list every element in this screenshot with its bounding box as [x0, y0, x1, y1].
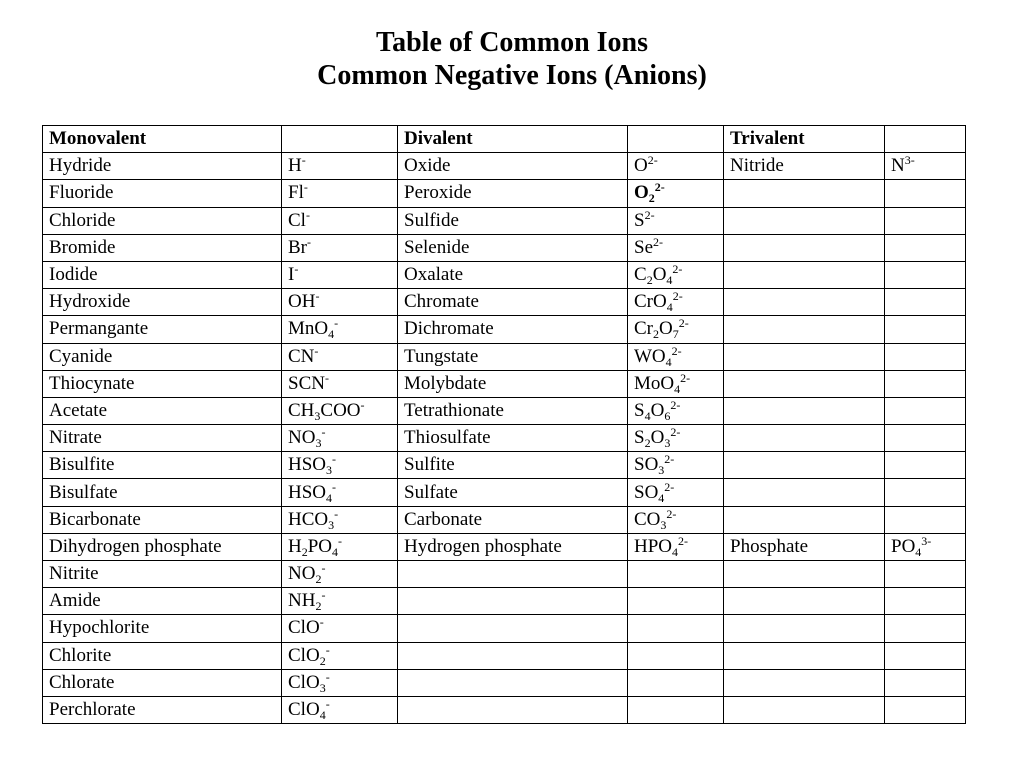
cell-monovalent-name: Acetate: [43, 397, 282, 424]
cell-divalent-name: Hydrogen phosphate: [398, 533, 628, 560]
cell-monovalent-formula: OH-: [282, 289, 398, 316]
cell-trivalent-formula: [885, 615, 966, 642]
cell-divalent-name: [398, 561, 628, 588]
cell-divalent-formula: [628, 615, 724, 642]
cell-monovalent-formula: $CH_3COO^-$: [282, 397, 398, 424]
cell-divalent-name: [398, 642, 628, 669]
table-row: [43, 153, 966, 180]
cell-monovalent-name: Thiocynate: [43, 370, 282, 397]
cell-monovalent-formula: Fl-: [282, 180, 398, 207]
cell-divalent-formula: [628, 561, 724, 588]
cell-divalent-formula: $Cr_2O_7^{2-}$: [628, 316, 724, 343]
cell-divalent-name: [398, 588, 628, 615]
cell-monovalent-formula: $HSO_4^-$: [282, 479, 398, 506]
cell-trivalent-name: [724, 506, 885, 533]
cell-trivalent-formula: [885, 207, 966, 234]
cell-divalent-name: Dichromate: [398, 316, 628, 343]
header-monovalent-formula: [282, 126, 398, 153]
table-row: [43, 316, 966, 343]
cell-divalent-name: Peroxide: [398, 180, 628, 207]
cell-trivalent-name: Phosphate: [724, 533, 885, 560]
cell-monovalent-formula: $NO_3^-$: [282, 425, 398, 452]
table-row: [43, 479, 966, 506]
cell-divalent-formula: $SO_4^{2-}$: [628, 479, 724, 506]
cell-monovalent-name: Chlorite: [43, 642, 282, 669]
cell-monovalent-name: Cyanide: [43, 343, 282, 370]
cell-divalent-formula: $O_2^{2-}$: [628, 180, 724, 207]
cell-trivalent-name: [724, 207, 885, 234]
table-row: [43, 397, 966, 424]
cell-trivalent-name: [724, 289, 885, 316]
cell-trivalent-formula: [885, 642, 966, 669]
table-row: [43, 180, 966, 207]
cell-trivalent-name: [724, 261, 885, 288]
cell-divalent-formula: [628, 669, 724, 696]
table-row: [43, 261, 966, 288]
cell-divalent-formula: $S_2O_3^{2-}$: [628, 425, 724, 452]
page-title: Table of Common Ions: [375, 27, 648, 58]
cell-monovalent-name: Bisulfite: [43, 452, 282, 479]
cell-trivalent-name: [724, 316, 885, 343]
cell-trivalent-name: [724, 397, 885, 424]
cell-monovalent-name: Bromide: [43, 234, 282, 261]
header-monovalent: Monovalent: [43, 126, 282, 153]
cell-monovalent-name: Chlorate: [43, 669, 282, 696]
cell-monovalent-formula: ClO$_4$-: [282, 696, 398, 723]
cell-monovalent-name: Perchlorate: [43, 696, 282, 723]
cell-trivalent-formula: [885, 479, 966, 506]
cell-monovalent-formula: $HCO_3^-$: [282, 506, 398, 533]
cell-monovalent-formula: $HSO_3^-$: [282, 452, 398, 479]
cell-trivalent-name: Nitride: [724, 153, 885, 180]
cell-trivalent-name: [724, 343, 885, 370]
cell-monovalent-formula: H-: [282, 153, 398, 180]
cell-divalent-name: Carbonate: [398, 506, 628, 533]
cell-monovalent-name: Fluoride: [43, 180, 282, 207]
cell-trivalent-formula: [885, 180, 966, 207]
cell-monovalent-formula: ClO$_2$-: [282, 642, 398, 669]
cell-trivalent-name: [724, 642, 885, 669]
cell-trivalent-formula: [885, 397, 966, 424]
cell-trivalent-formula: $N^{3-}$: [885, 153, 966, 180]
cell-divalent-formula: $CO_3^{2-}$: [628, 506, 724, 533]
cell-trivalent-formula: [885, 669, 966, 696]
cell-trivalent-name: [724, 425, 885, 452]
table-row: [43, 642, 966, 669]
cell-monovalent-formula: MnO$_4$-: [282, 316, 398, 343]
table-row: [43, 289, 966, 316]
cell-trivalent-formula: [885, 234, 966, 261]
cell-divalent-formula: $S_4O_6^{2-}$: [628, 397, 724, 424]
cell-monovalent-name: Hypochlorite: [43, 615, 282, 642]
cell-trivalent-formula: [885, 289, 966, 316]
table-row: [43, 425, 966, 452]
cell-divalent-formula: $WO_4^{2-}$: [628, 343, 724, 370]
cell-monovalent-name: Hydroxide: [43, 289, 282, 316]
table-header-row: [43, 126, 966, 153]
cell-monovalent-formula: CN-: [282, 343, 398, 370]
cell-trivalent-formula: [885, 696, 966, 723]
table-row: [43, 207, 966, 234]
cell-trivalent-name: [724, 234, 885, 261]
cell-trivalent-name: [724, 479, 885, 506]
header-trivalent-formula: [885, 126, 966, 153]
cell-divalent-name: Sulfide: [398, 207, 628, 234]
cell-divalent-name: Molybdate: [398, 370, 628, 397]
cell-monovalent-formula: Br-: [282, 234, 398, 261]
cell-divalent-formula: [628, 642, 724, 669]
cell-trivalent-name: [724, 370, 885, 397]
page-subtitle: Common Negative Ions (Anions): [317, 60, 707, 91]
cell-divalent-name: Tetrathionate: [398, 397, 628, 424]
cell-monovalent-formula: $H_2PO_4^-$: [282, 533, 398, 560]
cell-divalent-name: Oxalate: [398, 261, 628, 288]
cell-trivalent-name: [724, 696, 885, 723]
cell-divalent-name: Oxide: [398, 153, 628, 180]
cell-trivalent-name: [724, 452, 885, 479]
cell-divalent-formula: $SO_3^{2-}$: [628, 452, 724, 479]
table-row: [43, 234, 966, 261]
cell-monovalent-name: Amide: [43, 588, 282, 615]
header-divalent-formula: [628, 126, 724, 153]
table-row: [43, 533, 966, 560]
cell-trivalent-name: [724, 615, 885, 642]
cell-trivalent-formula: [885, 588, 966, 615]
cell-trivalent-formula: [885, 261, 966, 288]
cell-trivalent-formula: [885, 561, 966, 588]
cell-divalent-formula: CrO$_4^{2-}$: [628, 289, 724, 316]
cell-monovalent-formula: $NH_2^-$: [282, 588, 398, 615]
table-row: [43, 452, 966, 479]
cell-trivalent-formula: [885, 370, 966, 397]
ions-table: [42, 125, 966, 724]
cell-divalent-formula: $C_2O_4^{2-}$: [628, 261, 724, 288]
table-row: [43, 615, 966, 642]
cell-monovalent-name: Nitrate: [43, 425, 282, 452]
cell-trivalent-name: [724, 669, 885, 696]
cell-divalent-name: Sulfate: [398, 479, 628, 506]
cell-trivalent-formula: [885, 343, 966, 370]
cell-monovalent-formula: ClO-: [282, 615, 398, 642]
cell-divalent-name: [398, 669, 628, 696]
cell-monovalent-name: Bisulfate: [43, 479, 282, 506]
cell-trivalent-formula: [885, 316, 966, 343]
cell-trivalent-name: [724, 561, 885, 588]
cell-divalent-name: [398, 696, 628, 723]
table-row: [43, 506, 966, 533]
table-row: [43, 669, 966, 696]
cell-divalent-name: Chromate: [398, 289, 628, 316]
cell-monovalent-name: Iodide: [43, 261, 282, 288]
ions-table-body: [43, 126, 966, 724]
cell-monovalent-formula: ClO$_3$-: [282, 669, 398, 696]
cell-divalent-name: [398, 615, 628, 642]
cell-divalent-formula: $Se^{2-}$: [628, 234, 724, 261]
cell-monovalent-name: Bicarbonate: [43, 506, 282, 533]
table-row: [43, 370, 966, 397]
cell-divalent-formula: MoO$_4^{2-}$: [628, 370, 724, 397]
cell-divalent-formula: $HPO_4^{2-}$: [628, 533, 724, 560]
cell-divalent-formula: [628, 696, 724, 723]
table-row: [43, 343, 966, 370]
cell-divalent-formula: $O^{2-}$: [628, 153, 724, 180]
cell-divalent-name: Sulfite: [398, 452, 628, 479]
cell-divalent-formula: [628, 588, 724, 615]
cell-monovalent-name: Hydride: [43, 153, 282, 180]
cell-trivalent-formula: [885, 506, 966, 533]
cell-trivalent-formula: $PO_4^{3-}$: [885, 533, 966, 560]
cell-monovalent-name: Dihydrogen phosphate: [43, 533, 282, 560]
cell-divalent-name: Selenide: [398, 234, 628, 261]
cell-trivalent-formula: [885, 452, 966, 479]
cell-divalent-name: Thiosulfate: [398, 425, 628, 452]
table-row: [43, 696, 966, 723]
header-divalent: Divalent: [398, 126, 628, 153]
table-row: [43, 588, 966, 615]
cell-divalent-name: Tungstate: [398, 343, 628, 370]
cell-monovalent-name: Nitrite: [43, 561, 282, 588]
cell-trivalent-formula: [885, 425, 966, 452]
table-row: [43, 561, 966, 588]
cell-monovalent-formula: I-: [282, 261, 398, 288]
cell-trivalent-name: [724, 588, 885, 615]
cell-monovalent-formula: $NO_2^-$: [282, 561, 398, 588]
cell-monovalent-formula: Cl-: [282, 207, 398, 234]
cell-monovalent-formula: SCN-: [282, 370, 398, 397]
cell-monovalent-name: Permangante: [43, 316, 282, 343]
cell-divalent-formula: $S^{2-}$: [628, 207, 724, 234]
title-block: [0, 26, 1024, 92]
header-trivalent: Trivalent: [724, 126, 885, 153]
cell-monovalent-name: Chloride: [43, 207, 282, 234]
cell-trivalent-name: [724, 180, 885, 207]
